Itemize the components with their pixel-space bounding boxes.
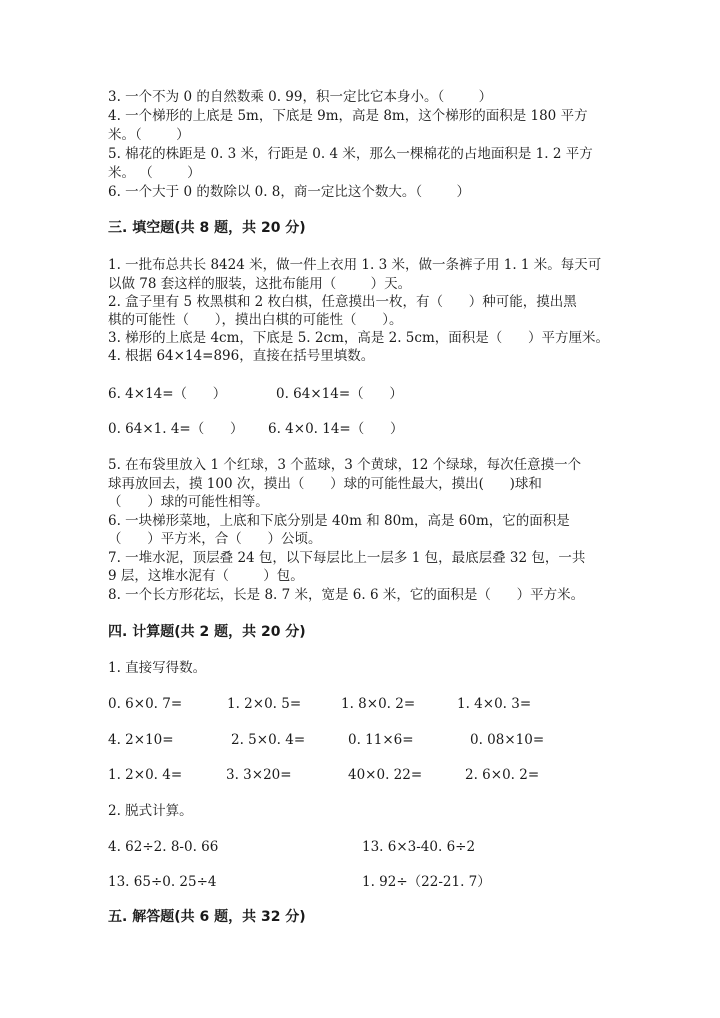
fill-q5-line1: 5. 在布袋里放入 1 个红球，3 个蓝球，3 个黄球，12 个绿球，每次任意摸一个	[108, 457, 582, 473]
calc-r1-c4: 1. 4×0. 3=	[457, 696, 532, 712]
calc-r3-c4: 2. 6×0. 2=	[465, 767, 540, 783]
calc-sub2: 2. 脱式计算。	[108, 803, 193, 819]
calc-sub1: 1. 直接写得数。	[108, 660, 207, 676]
calc-s2-c2: 1. 92÷（22-21. 7）	[362, 874, 491, 890]
calc-r3-c1: 1. 2×0. 4=	[108, 767, 183, 783]
fill-q7-line2: 9 层，这堆水泥有（ ）包。	[108, 568, 304, 584]
judge-q4-line1: 4. 一个梯形的上底是 5m，下底是 9m，高是 8m，这个梯形的面积是 180 平方	[108, 108, 588, 124]
fill-q4: 4. 根据 64×14=896，直接在括号里填数。	[108, 348, 375, 364]
fill-q6-line1: 6. 一块梯形菜地，上底和下底分别是 40m 和 80m，高是 60m，它的面积是	[108, 513, 570, 529]
fill-q1-line1: 1. 一批布总共长 8424 米，做一件上衣用 1. 3 米，做一条裤子用 1. 1 米。每天可	[108, 257, 602, 273]
fill-q4-a: 6. 4×14=（ ）	[108, 386, 227, 402]
judge-q6: 6. 一个大于 0 的数除以 0. 8，商一定比这个数大。（ ）	[108, 184, 470, 200]
calc-r3-c3: 40×0. 22=	[348, 767, 423, 783]
fill-q1-line2: 以做 78 套这样的服装，这批布能用（ ）天。	[108, 276, 412, 292]
fill-q3: 3. 梯形的上底是 4cm，下底是 5. 2cm，高是 2. 5cm，面积是（ ）平方厘米。	[108, 330, 609, 346]
calc-heading: 四. 计算题(共 2 题，共 20 分)	[108, 624, 306, 640]
fill-heading: 三. 填空题(共 8 题，共 20 分)	[108, 220, 306, 236]
calc-s1-c1: 4. 62÷2. 8-0. 66	[108, 839, 219, 855]
fill-q5-line3: （ ）球的可能性相等。	[108, 494, 269, 510]
calc-r2-c3: 0. 11×6=	[348, 732, 414, 748]
fill-q6-line2: （ ）平方米，合（ ）公顷。	[108, 531, 322, 547]
fill-q4-b: 0. 64×14=（ ）	[276, 386, 403, 402]
judge-q5-line1: 5. 棉花的株距是 0. 3 米，行距是 0. 4 米，那么一棵棉花的占地面积是 1. 2 平方	[108, 146, 593, 162]
calc-r2-c2: 2. 5×0. 4=	[231, 732, 306, 748]
calc-r1-c1: 0. 6×0. 7=	[108, 696, 183, 712]
calc-r2-c4: 0. 08×10=	[470, 732, 545, 748]
fill-q2-line1: 2. 盒子里有 5 枚黑棋和 2 枚白棋，任意摸出一枚，有（ ）种可能，摸出黑	[108, 294, 577, 310]
calc-s1-c2: 13. 6×3-40. 6÷2	[362, 839, 476, 855]
calc-r3-c2: 3. 3×20=	[226, 767, 292, 783]
calc-s2-c1: 13. 65÷0. 25÷4	[108, 874, 217, 890]
fill-q4-d: 6. 4×0. 14=（ ）	[268, 421, 404, 437]
judge-q3: 3. 一个不为 0 的自然数乘 0. 99，积一定比它本身小。（ ）	[108, 89, 493, 105]
answer-heading: 五. 解答题(共 6 题，共 32 分)	[108, 909, 306, 925]
calc-r1-c2: 1. 2×0. 5=	[227, 696, 302, 712]
fill-q2-line2: 棋的可能性（ ），摸出白棋的可能性（ ）。	[108, 312, 403, 328]
judge-q4-line2: 米。（ ）	[108, 127, 190, 143]
calc-r2-c1: 4. 2×10=	[108, 732, 174, 748]
fill-q4-c: 0. 64×1. 4=（ ）	[108, 421, 244, 437]
fill-q8: 8. 一个长方形花坛，长是 8. 7 米，宽是 6. 6 米，它的面积是（ ）平方米。	[108, 587, 585, 603]
judge-q5-line2: 米。 （ ）	[108, 165, 201, 181]
fill-q5-line2: 球再放回去，摸 100 次，摸出（ ）球的可能性最大，摸出( )球和	[108, 476, 542, 492]
fill-q7-line1: 7. 一堆水泥，顶层叠 24 包，以下每层比上一层多 1 包，最底层叠 32 包，一共	[108, 550, 586, 566]
calc-r1-c3: 1. 8×0. 2=	[341, 696, 416, 712]
